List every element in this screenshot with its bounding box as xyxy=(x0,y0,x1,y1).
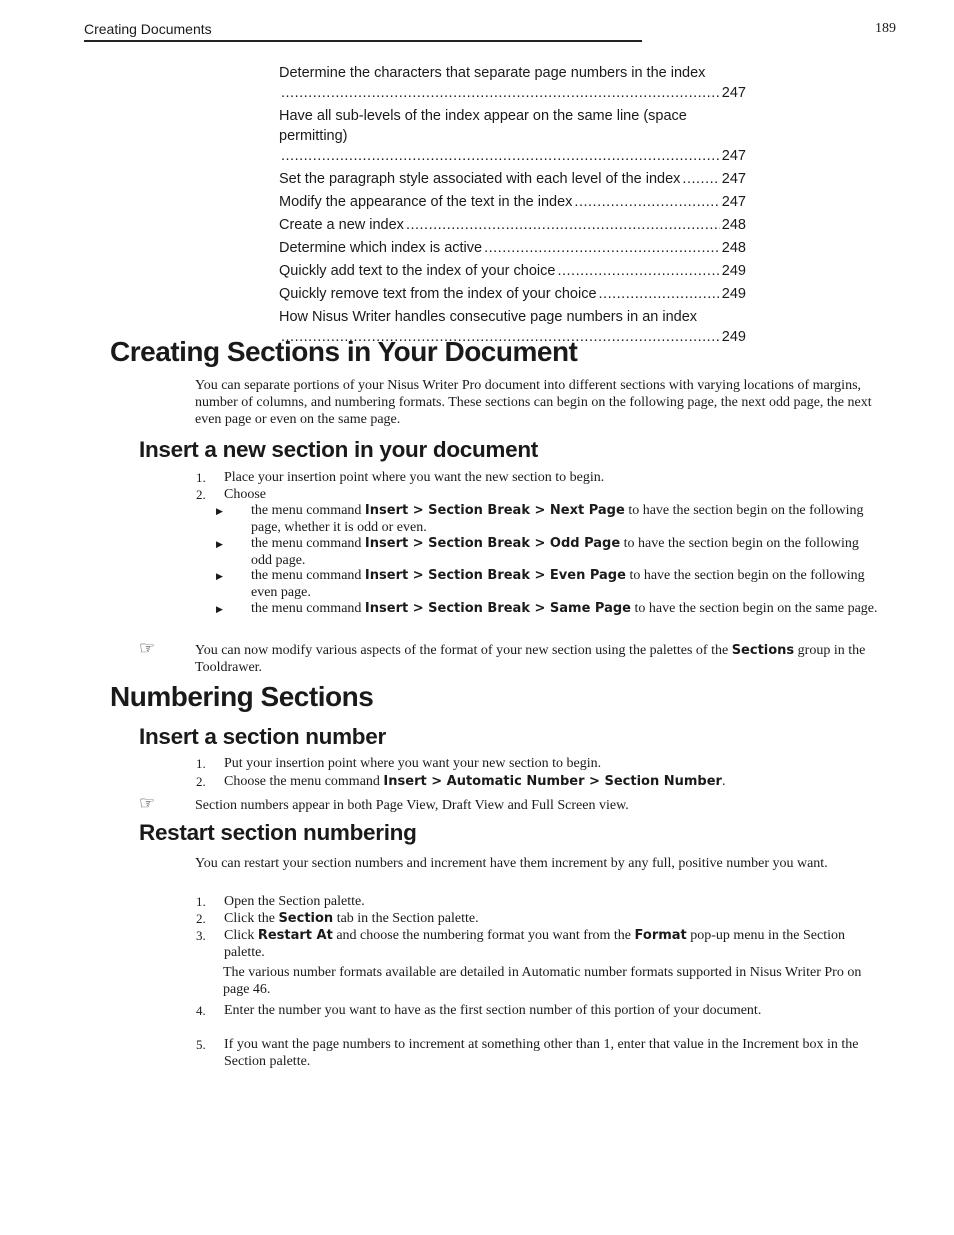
toc-entry-page: 247 xyxy=(721,171,746,187)
toc-entry-page: 249 xyxy=(721,263,746,279)
toc-entry xyxy=(279,192,746,212)
heading-restart-numbering: Restart section numbering xyxy=(139,820,417,845)
section-tab-label: Section xyxy=(278,911,334,926)
heading-creating-sections: Creating Sections in Your Document xyxy=(110,336,578,367)
menu-command: Insert > Section Break > Same Page xyxy=(364,601,632,616)
step-text-part: Choose the menu command xyxy=(224,774,384,789)
bullet-text: the menu command xyxy=(251,568,365,583)
bullet-text: the menu command xyxy=(251,536,365,551)
step-text xyxy=(224,773,880,790)
step-number: 1. xyxy=(196,894,206,909)
header-rule xyxy=(84,40,642,42)
toc-entry-page: 248 xyxy=(721,217,746,233)
heading-numbering-sections: Numbering Sections xyxy=(110,681,374,712)
toc-entry-text: Set the paragraph style associated with each level of the index xyxy=(279,171,681,187)
bullet-text: to have the section begin on the same page. xyxy=(631,601,878,616)
bullet-text: to have the section begin on the following odd page. xyxy=(251,536,859,568)
step-text-part: Click the xyxy=(224,911,279,926)
step-text-part: pop-up menu in the Section palette. xyxy=(224,928,846,960)
toc-entry-text: Quickly add text to the index of your choice xyxy=(279,263,556,279)
bullet-item xyxy=(251,536,881,569)
toc-entry-text: Create a new index xyxy=(279,217,404,233)
note-sections-palette xyxy=(195,642,875,676)
step-text xyxy=(224,910,880,927)
toc-entry xyxy=(279,106,746,166)
toc-entry-page: 248 xyxy=(721,240,746,256)
note-section-numbers: Section numbers appear in both Page View, Draft View and Full Screen view. xyxy=(195,798,629,813)
step-text-part: . xyxy=(721,774,726,789)
toc-entry-text: Modify the appearance of the text in the index xyxy=(279,194,573,210)
toc-entry xyxy=(279,215,746,235)
step-text: Enter the number you want to have as the first section number of this portion of your document. xyxy=(224,1003,762,1018)
pointing-hand-icon: ☞ xyxy=(139,793,156,813)
step-subtext: The various number formats available are detailed in Automatic number formats supported in Nisus Writer Pro on page 46. xyxy=(223,965,862,997)
bullet-triangle-icon: ▶ xyxy=(216,506,223,516)
page-number: 189 xyxy=(875,21,896,36)
toc-entry-page: 249 xyxy=(721,286,746,302)
menu-command: Insert > Section Break > Odd Page xyxy=(364,536,621,551)
toc-entry-text: Determine which index is active xyxy=(279,240,483,256)
sections-group-label: Sections xyxy=(731,643,795,658)
menu-command: Insert > Automatic Number > Section Number xyxy=(383,774,722,789)
bullet-triangle-icon: ▶ xyxy=(216,539,223,549)
step-number: 1. xyxy=(196,756,206,771)
bullet-text: to have the section begin on the following page, whether it is odd or even. xyxy=(251,503,864,535)
note-text: You can now modify various aspects of the format of your new section using the palettes of the xyxy=(195,643,732,658)
toc-leader xyxy=(599,284,720,304)
toc-entry-text: How Nisus Writer handles consecutive page numbers in an index xyxy=(279,309,698,325)
toc-entry-text: Determine the characters that separate page numbers in the index xyxy=(279,65,706,81)
step-text: Put your insertion point where you want your new section to begin. xyxy=(224,756,602,771)
format-menu-label: Format xyxy=(634,928,687,943)
step-text: Open the Section palette. xyxy=(224,894,365,909)
toc-list xyxy=(279,63,746,347)
step-text-part: tab in the Section palette. xyxy=(333,911,479,926)
pointing-hand-icon: ☞ xyxy=(139,638,156,658)
toc-entry xyxy=(279,261,746,281)
menu-command: Insert > Section Break > Next Page xyxy=(364,503,625,518)
step-number: 3. xyxy=(196,928,206,943)
toc-leader xyxy=(682,169,719,189)
toc-entry xyxy=(279,169,746,189)
step-number: 4. xyxy=(196,1003,206,1018)
creating-sections-intro: You can separate portions of your Nisus Writer Pro document into different sections with varying locations of margins, number of columns, and numbering formats. These sections can begin on the following page, the next odd page, the next even page or even on the same page. xyxy=(195,378,872,427)
toc-leader xyxy=(574,192,719,212)
toc-entry xyxy=(279,238,746,258)
step-number: 2. xyxy=(196,487,206,502)
toc-entry-page: 247 xyxy=(721,148,746,164)
toc-leader xyxy=(406,215,720,235)
heading-insert-new-section: Insert a new section in your document xyxy=(139,437,538,462)
toc-leader xyxy=(557,261,719,281)
bullet-triangle-icon: ▶ xyxy=(216,604,223,614)
toc-leader xyxy=(281,83,720,103)
step-text: Choose xyxy=(224,487,266,502)
step-number: 2. xyxy=(196,774,206,789)
note-text: group in the Tooldrawer. xyxy=(195,643,866,675)
toc-entry-page: 247 xyxy=(721,85,746,101)
toc-entry-page: 249 xyxy=(721,329,746,345)
bullet-item xyxy=(251,568,881,601)
bullet-item xyxy=(251,601,881,618)
step-text: If you want the page numbers to increment at something other than 1, enter that value in the Increment box in the Section palette. xyxy=(224,1037,859,1069)
toc-entry-text: Quickly remove text from the index of your choice xyxy=(279,286,597,302)
bullet-text: to have the section begin on the following even page. xyxy=(251,568,865,600)
toc-leader xyxy=(484,238,720,258)
toc-entry-page: 247 xyxy=(721,194,746,210)
running-header-chapter: Creating Documents xyxy=(84,21,212,37)
step-number: 5. xyxy=(196,1037,206,1052)
restart-intro: You can restart your section numbers and increment have them increment by any full, positive number you want. xyxy=(195,856,828,871)
bullet-triangle-icon: ▶ xyxy=(216,571,223,581)
step-text-part: and choose the numbering format you want from the xyxy=(332,928,635,943)
heading-insert-section-number: Insert a section number xyxy=(139,724,386,749)
step-text-part: Click xyxy=(224,928,258,943)
bullet-text: the menu command xyxy=(251,503,365,518)
step-number: 1. xyxy=(196,470,206,485)
toc-leader xyxy=(281,146,720,166)
step-number: 2. xyxy=(196,911,206,926)
bullet-text: the menu command xyxy=(251,601,365,616)
toc-entry-text: Have all sub-levels of the index appear on the same line (space permitting) xyxy=(279,108,687,144)
toc-entry xyxy=(279,284,746,304)
bullet-item xyxy=(251,503,881,536)
menu-command: Insert > Section Break > Even Page xyxy=(364,568,626,583)
restart-at-label: Restart At xyxy=(257,928,333,943)
step-text xyxy=(224,927,880,961)
toc-entry xyxy=(279,63,746,103)
step-text: Place your insertion point where you want the new section to begin. xyxy=(224,470,605,485)
